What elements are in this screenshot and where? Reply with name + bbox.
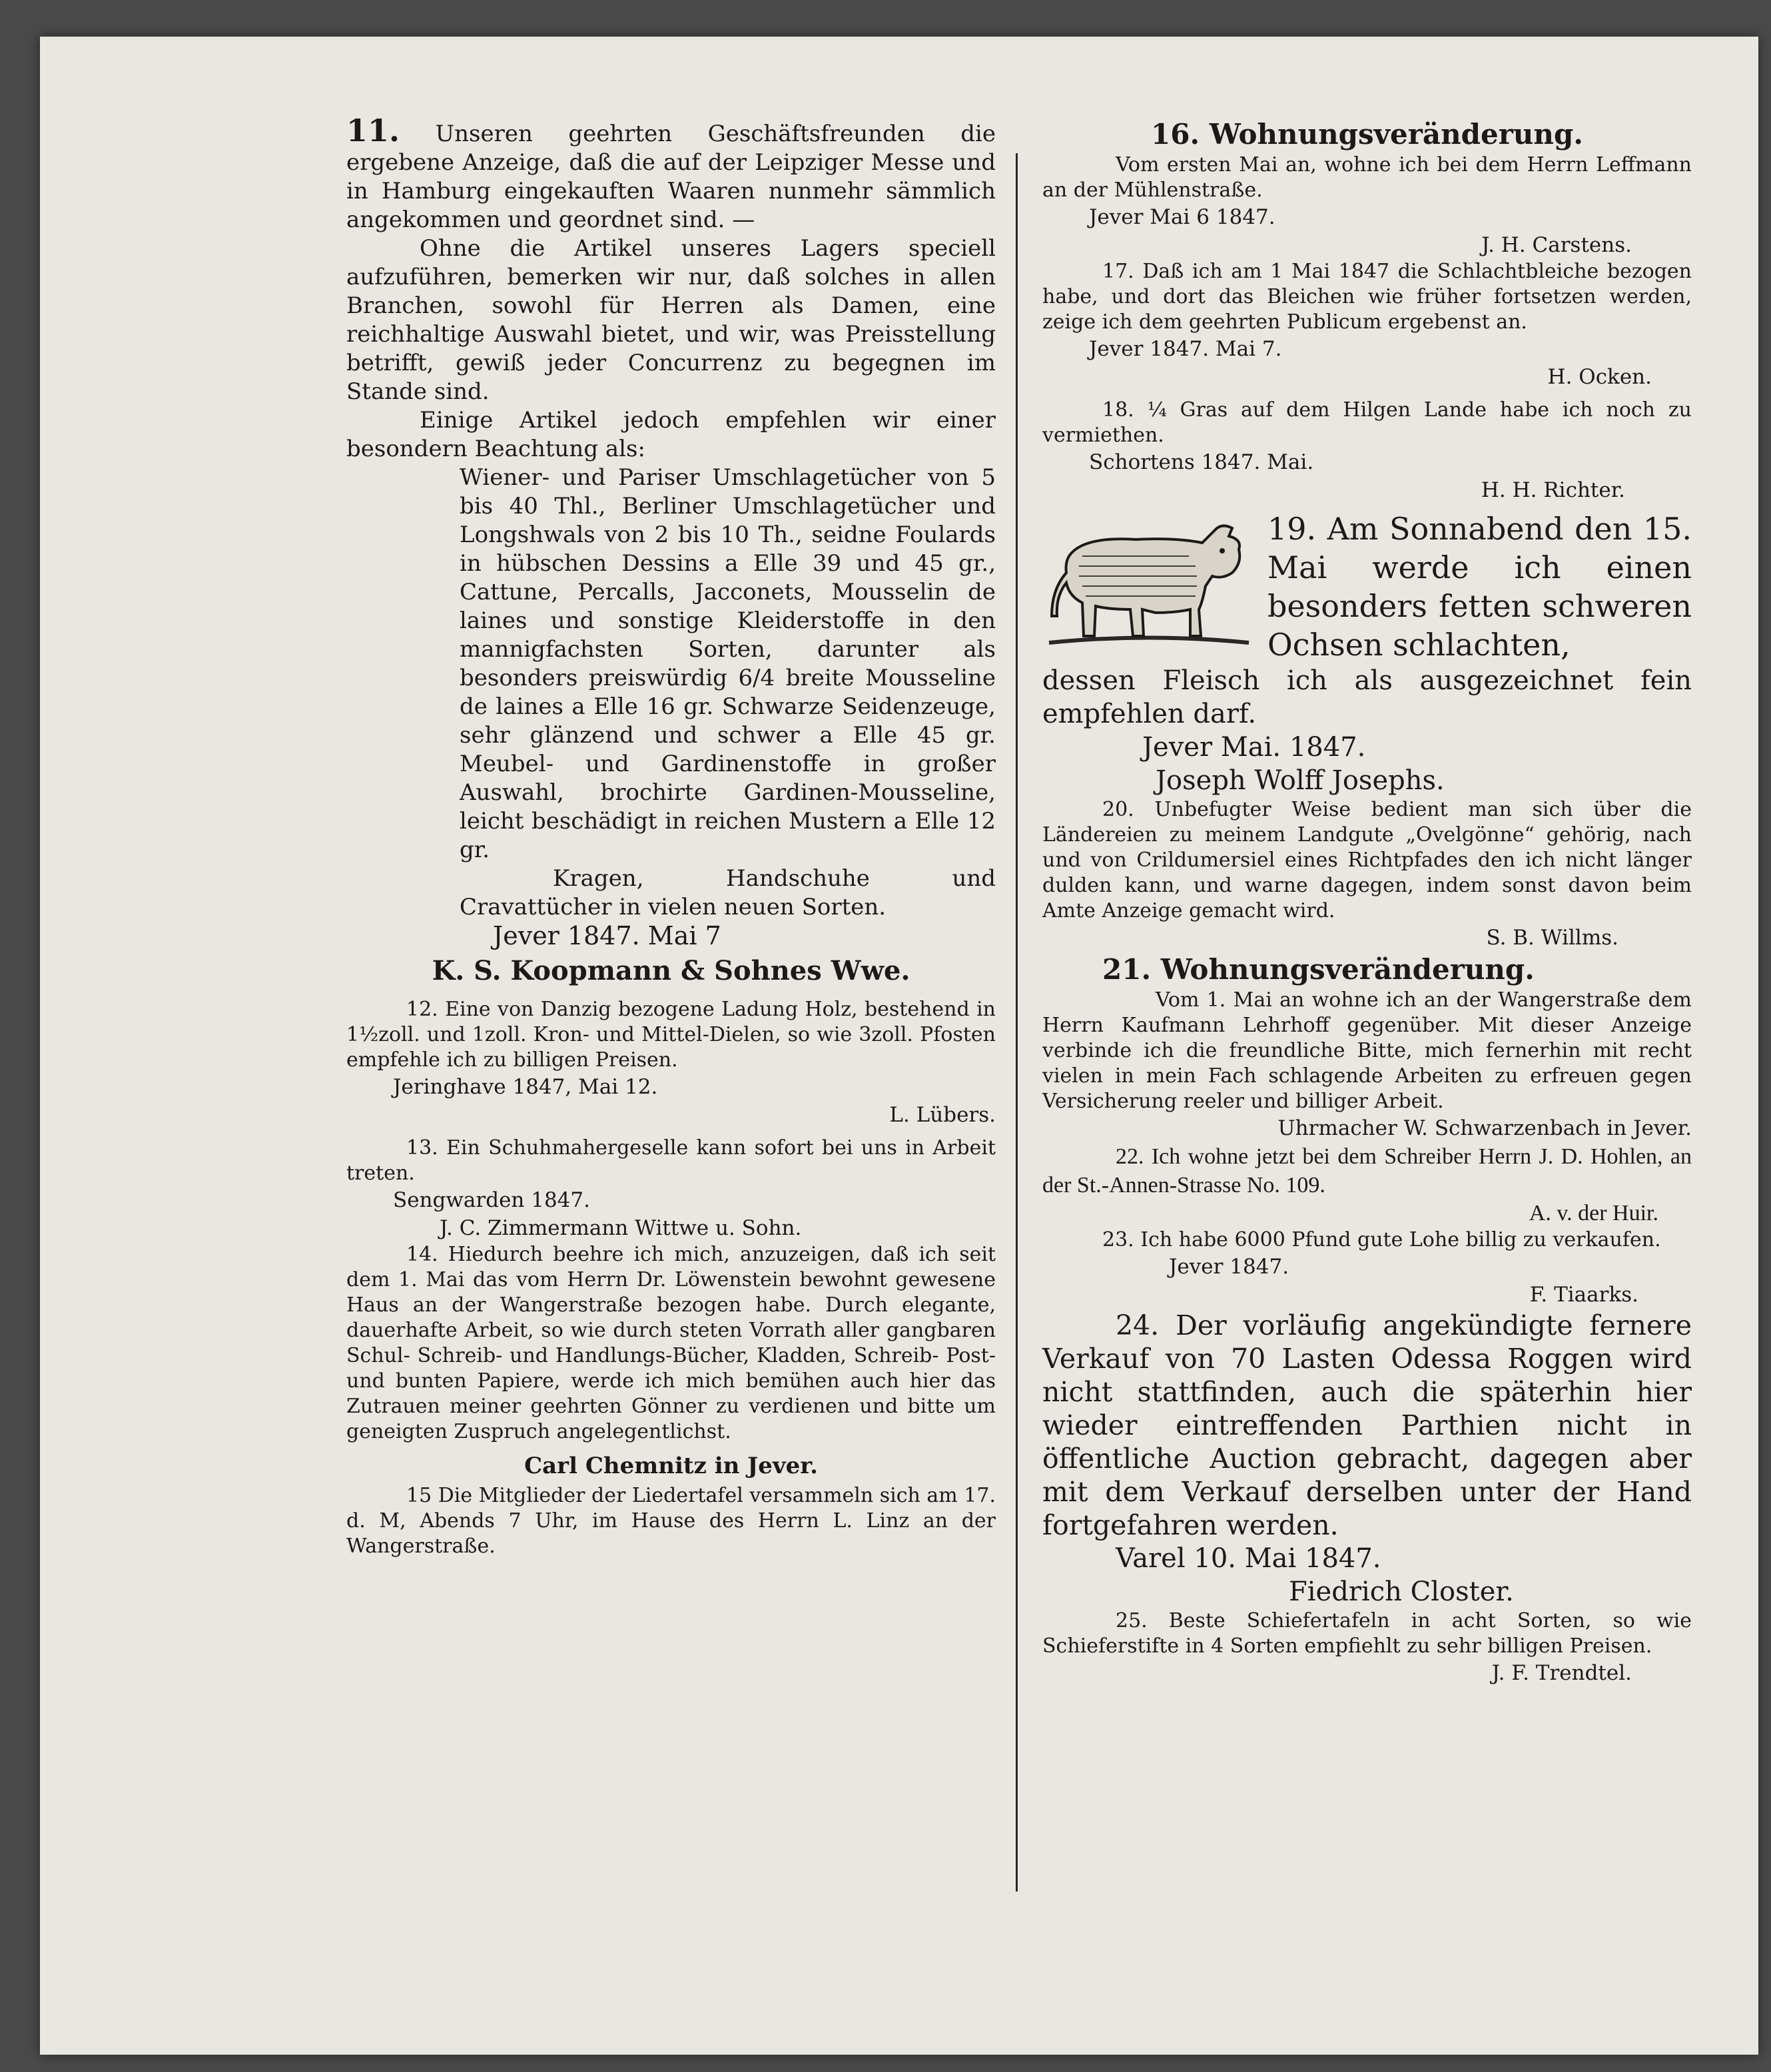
advert-11-firm: K. S. Koopmann & Sohnes Wwe. [432,955,910,986]
advert-15 [346,1483,996,1559]
advert-24-place: Varel 10. Mai 1847. [1116,1543,1381,1574]
advert-22-text: 22. Ich wohne jetzt bei dem Schreiber Herrn J. D. Hohlen, an der St.-Annen-Strasse No. 109. [1042,1144,1692,1198]
advert-25-text: 25. Beste Schiefertafeln in acht Sorten, so wie Schieferstifte in 4 Sorten empfiehlt zu sehr billigen Preisen. [1042,1609,1692,1658]
advert-20-signature: S. B. Willms. [1486,926,1618,950]
advert-21 [1042,952,1692,1142]
advert-16-signature: J. H. Carstens. [1481,233,1632,257]
advert-19-place: Jever Mai. 1847. [1142,732,1366,763]
advert-23 [1042,1227,1692,1309]
right-column [1042,117,1692,1687]
advert-12-place: Jeringhave 1847, Mai 12. [393,1075,658,1099]
advert-12-text: 12. Eine von Danzig bezogene Ladung Holz, bestehend in 1½zoll. und 1zoll. Kron- und Mittel-Dielen, so wie 3zoll. Pfosten empfehle ich zu billigen Preisen. [346,998,996,1072]
advert-number: 11. [346,113,400,149]
advert-11-paragraph-5: Kragen, Handschuhe und Cravattücher in vielen neuen Sorten. [460,865,996,920]
advert-19 [1042,510,1692,797]
advert-21-signature: Uhrmacher W. Schwarzenbach in Jever. [1277,1116,1692,1140]
advert-17 [1042,259,1692,391]
advert-18-place: Schortens 1847. Mai. [1089,450,1314,474]
advert-13 [346,1136,996,1242]
advert-23-place: Jever 1847. [1169,1255,1289,1279]
advert-16-text: Vom ersten Mai an, wohne ich bei dem Herrn Leffmann an der Mühlenstraße. [1042,153,1692,202]
advert-17-signature: H. Ocken. [1547,365,1652,389]
advert-20 [1042,797,1692,952]
advert-24 [1042,1309,1692,1608]
advert-12 [346,997,996,1129]
advert-21-heading: 21. Wohnungsveränderung. [1102,953,1535,986]
advert-13-text: 13. Ein Schuhmahergeselle kann sofort bei uns in Arbeit treten. [346,1136,996,1185]
advert-13-signature: J. C. Zimmermann Wittwe u. Sohn. [440,1216,802,1240]
text-block [346,113,1692,1901]
advert-24-text: 24. Der vorläufig angekündigte fernere Verkauf von 70 Lasten Odessa Roggen wird nicht stattfinden, auch die späterhin hier wieder eintreffenden Parthien nicht in öffentliche Auction gebracht, dagegen aber mit dem Verkauf derselben unter der Hand fortgefahren werden. [1042,1309,1692,1541]
advert-11-intro: Unseren geehrten Geschäftsfreunden die ergebene Anzeige, daß die auf der Leipziger Messe und in Hamburg eingekauften Waaren nunmehr sämmlich angekommen und geordnet sind. — [346,121,996,233]
advert-23-text: 23. Ich habe 6000 Pfund gute Lohe billig zu verkaufen. [1102,1228,1661,1251]
advert-14 [346,1242,996,1483]
advert-13-place: Sengwarden 1847. [393,1188,590,1212]
advert-24-signature: Fiedrich Closter. [1289,1576,1514,1607]
advert-19-signature: Joseph Wolff Josephs. [1156,765,1445,796]
advert-11-article-list: Wiener- und Pariser Umschlagetücher von 5 bis 40 Thl., Berliner Umschlagetücher und Longshwals von 2 bis 10 Th., seidne Foulards in hübschen Dessins a Elle 39 und 45 gr., Cattune, Percalls, Jacconets, Mousselin de laines und sonstige Kleiderstoffe in den mannigfachsten Sorten, darunter als besonders preiswürdig 6/4 breite Mousseline de laines a Elle 16 gr. Schwarze Seidenzeuge, sehr glänzend und schwer a Elle 45 gr. Meubel- und Gardinenstoffe in großer Auswahl, brochirte Gardinen-Mousseline, leicht beschädigt in reichen Mustern a Elle 12 gr. [460,464,996,863]
ox-icon [1042,510,1255,656]
advert-23-signature: F. Tiaarks. [1529,1283,1638,1307]
advert-25 [1042,1608,1692,1687]
advert-17-place: Jever 1847. Mai 7. [1089,337,1282,361]
advert-21-text: Vom 1. Mai an wohne ich an der Wangerstraße dem Herrn Kaufmann Lehrhoff gegenüber. Mit dieser Anzeige verbinde ich die freundliche Bitte, mich fernerhin mit recht vielen in mein Fach schlagende Arbeiten zu erfreuen gegen Versicherung reeler und billiger Arbeit. [1042,988,1692,1113]
advert-18-signature: H. H. Richter. [1481,478,1625,502]
advert-16 [1042,117,1692,259]
advert-11-date: Jever 1847. Mai 7 [493,921,721,950]
advert-18 [1042,398,1692,504]
left-column [346,113,996,1559]
column-rule [1016,153,1018,1892]
advert-16-place: Jever Mai 6 1847. [1089,205,1275,229]
advert-22 [1042,1142,1692,1227]
advert-12-signature: L. Lübers. [889,1103,996,1127]
advert-25-signature: J. F. Trendtel. [1491,1661,1632,1685]
advert-22-signature: A. v. der Huir. [1529,1201,1658,1225]
advert-14-signature: Carl Chemnitz in Jever. [524,1453,818,1479]
advert-11-paragraph-3: Einige Artikel jedoch empfehlen wir einer besondern Beachtung als: [346,407,996,462]
advert-19-side-text: 19. Am Sonnabend den 15. Mai werde ich einen besonders fetten schweren Ochsen schlachten, [1267,511,1692,663]
advert-18-text: 18. ¼ Gras auf dem Hilgen Lande habe ich noch zu vermiethen. [1042,398,1692,447]
advert-20-text: 20. Unbefugter Weise bedient man sich über die Ländereien zu meinem Landgute „Ovelgönne“ gehörig, nach und von Crildumersiel eines Richtpfades den ich nicht länger dulden kann, und warne dagegen, indem sonst davon beim Amte Anzeige gemacht wird. [1042,798,1692,922]
advert-16-heading: 16. Wohnungsveränderung. [1151,118,1583,151]
advert-17-text: 17. Daß ich am 1 Mai 1847 die Schlachtbleiche bezogen habe, und dort das Bleichen wie früher fortsetzen werden, zeige ich dem geehrten Publicum ergebenst an. [1042,260,1692,334]
advert-14-text: 14. Hiedurch beehre ich mich, anzuzeigen, daß ich seit dem 1. Mai das vom Herrn Dr. Löwenstein bewohnt gewesene Haus an der Wangerstraße bezogen habe. Durch elegante, dauerhafte Arbeit, so wie durch steten Vorrath aller gangbaren Schul- Schreib- und Handlungs-Bücher, Kladden, Schreib- Post- und bunten Papiere, werde ich mich bemühen auch hier das Zutrauen meiner geehrten Gönner zu verdienen und bitte um geneigten Zuspruch angelegentlichst. [346,1243,996,1443]
advert-11 [346,113,996,989]
advert-15-text: 15 Die Mitglieder der Liedertafel versammeln sich am 17. d. M, Abends 7 Uhr, im Hause des Herrn L. Linz an der Wangerstraße. [346,1484,996,1558]
advert-19-continuation: dessen Fleisch ich als ausgezeichnet fein empfehlen darf. [1042,665,1692,729]
advert-11-paragraph-2: Ohne die Artikel unseres Lagers speciell aufzuführen, bemerken wir nur, daß solches in allen Branchen, sowohl für Herren als Damen, eine reichhaltige Auswahl bietet, und wir, was Preisstellung betrifft, gewiß jeder Concurrenz zu begegnen im Stande sind. [346,235,996,405]
